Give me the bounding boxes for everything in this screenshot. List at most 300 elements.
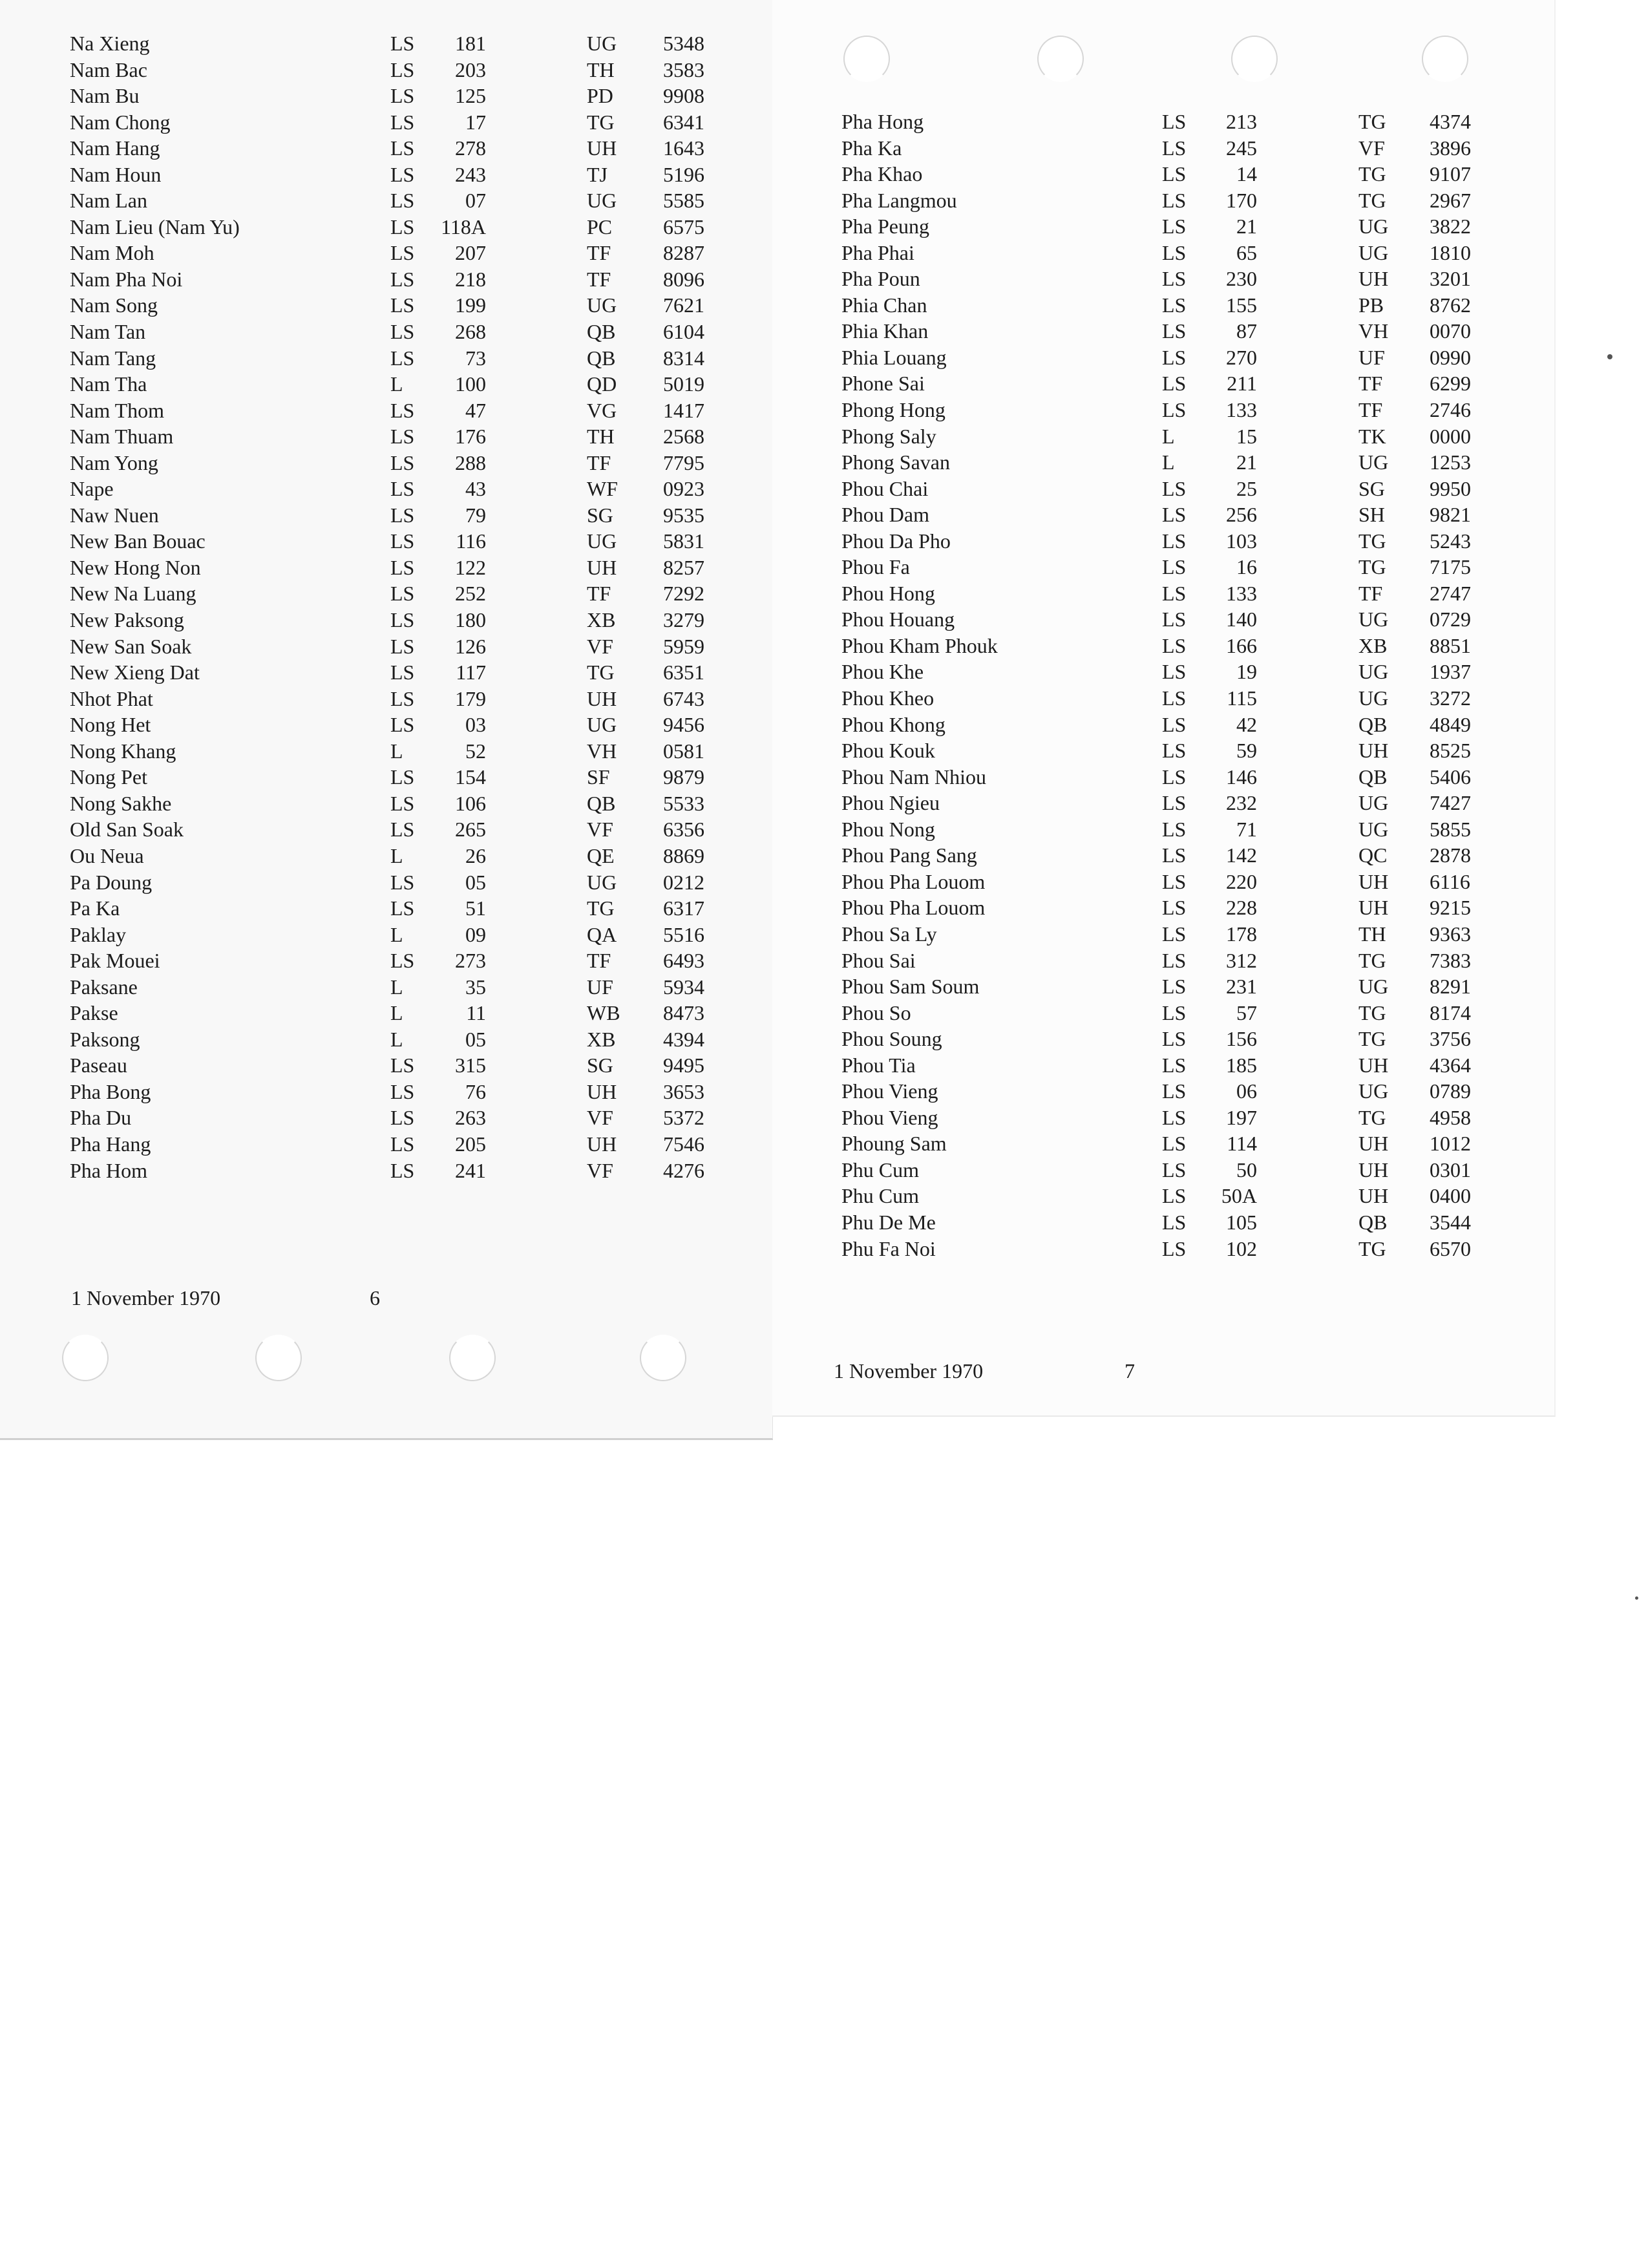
- grid-zone: UH: [587, 1079, 617, 1103]
- grid-coordinate: 6116: [1430, 869, 1470, 893]
- location-name: Nam Song: [70, 293, 158, 317]
- location-number: 17: [465, 110, 486, 134]
- location-name: Paksong: [70, 1027, 140, 1051]
- grid-coordinate: 5372: [663, 1106, 704, 1130]
- table-row: [0, 1131, 772, 1158]
- right-page: [772, 0, 1556, 1417]
- table-row: [772, 1130, 1554, 1157]
- location-name: Phou Dam: [841, 503, 929, 527]
- location-name: Pha Peung: [841, 215, 929, 238]
- table-row: [0, 922, 772, 948]
- grid-coordinate: 9908: [663, 84, 704, 108]
- location-number: 51: [465, 896, 486, 920]
- grid-coordinate: 3272: [1430, 686, 1471, 710]
- location-number: 263: [455, 1106, 486, 1130]
- grid-zone: VF: [587, 818, 613, 842]
- location-number: 241: [455, 1158, 486, 1182]
- grid-coordinate: 0923: [663, 477, 704, 501]
- location-type: LS: [390, 189, 415, 213]
- grid-zone: TH: [587, 425, 615, 449]
- location-number: 105: [1226, 1210, 1257, 1234]
- grid-zone: VF: [587, 1106, 613, 1130]
- table-row: [0, 633, 772, 660]
- table-row: [772, 423, 1554, 450]
- location-number: 117: [456, 661, 486, 684]
- punch-hole: [62, 1335, 109, 1381]
- location-type: LS: [1162, 240, 1187, 264]
- location-type: LS: [390, 84, 415, 108]
- location-name: Phou Kheo: [841, 686, 935, 710]
- location-type: LS: [390, 1054, 415, 1077]
- location-type: LS: [390, 1158, 415, 1182]
- location-name: Paklay: [70, 922, 127, 946]
- grid-coordinate: 4364: [1430, 1053, 1471, 1077]
- grid-zone: VF: [587, 1158, 613, 1182]
- location-name: New Na Luang: [70, 582, 196, 606]
- table-row: [0, 1158, 772, 1184]
- grid-zone: UH: [587, 686, 617, 710]
- location-number: 25: [1236, 476, 1257, 500]
- table-row: [772, 1236, 1554, 1262]
- location-type: LS: [390, 215, 415, 238]
- grid-coordinate: 6356: [663, 818, 704, 842]
- location-name: Pha Hom: [70, 1158, 147, 1182]
- location-number: 65: [1236, 240, 1257, 264]
- grid-zone: TG: [1358, 948, 1386, 972]
- grid-zone: TG: [1358, 555, 1386, 579]
- grid-coordinate: 7175: [1430, 555, 1471, 579]
- location-name: Nam Pha Noi: [70, 267, 183, 291]
- grid-zone: UH: [1358, 739, 1389, 763]
- location-number: 133: [1226, 398, 1257, 422]
- grid-zone: QE: [587, 843, 615, 867]
- location-type: LS: [1162, 765, 1187, 789]
- table-row: [772, 109, 1554, 135]
- location-type: LS: [390, 765, 415, 789]
- location-type: LS: [1162, 162, 1187, 186]
- grid-zone: SH: [1358, 503, 1385, 527]
- location-number: 126: [455, 634, 486, 658]
- grid-coordinate: 5196: [663, 162, 704, 186]
- location-number: 142: [1226, 843, 1257, 867]
- grid-zone: UG: [587, 189, 617, 213]
- table-row: [772, 554, 1554, 580]
- location-number: 256: [1226, 503, 1257, 527]
- grid-coordinate: 8314: [663, 346, 704, 370]
- grid-coordinate: 9363: [1430, 922, 1471, 946]
- grid-coordinate: 7546: [663, 1132, 704, 1156]
- location-name: Pha Bong: [70, 1079, 151, 1103]
- table-row: [772, 161, 1554, 187]
- grid-zone: XB: [1358, 633, 1388, 657]
- location-number: 103: [1226, 529, 1257, 553]
- grid-zone: UH: [1358, 1158, 1389, 1182]
- location-name: Pha Hang: [70, 1132, 151, 1156]
- grid-zone: TF: [587, 241, 611, 265]
- location-type: L: [390, 922, 403, 946]
- location-number: 116: [456, 529, 486, 553]
- location-number: 125: [455, 84, 486, 108]
- location-number: 273: [455, 949, 486, 973]
- grid-coordinate: 5533: [663, 791, 704, 815]
- location-number: 178: [1226, 922, 1257, 946]
- location-name: Pakse: [70, 1001, 118, 1025]
- location-name: Nam Houn: [70, 162, 162, 186]
- grid-coordinate: 6341: [663, 110, 704, 134]
- grid-coordinate: 7795: [663, 450, 704, 474]
- grid-coordinate: 4374: [1430, 110, 1471, 133]
- location-name: New Paksong: [70, 608, 184, 632]
- table-row: [772, 1183, 1554, 1209]
- grid-zone: TG: [1358, 1027, 1386, 1051]
- grid-zone: UG: [1358, 686, 1389, 710]
- table-row: [772, 973, 1554, 1000]
- table-row: [772, 397, 1554, 423]
- table-row: [0, 816, 772, 843]
- location-type: L: [390, 372, 403, 396]
- location-name: Phu Cum: [841, 1158, 920, 1182]
- table-row: [0, 240, 772, 266]
- grid-coordinate: 8174: [1430, 1001, 1471, 1024]
- location-name: Paseau: [70, 1054, 127, 1077]
- location-name: Nhot Phat: [70, 686, 153, 710]
- location-number: 228: [1226, 896, 1257, 920]
- grid-zone: QB: [587, 320, 616, 344]
- location-number: 243: [455, 162, 486, 186]
- location-type: LS: [1162, 869, 1187, 893]
- grid-zone: UG: [587, 870, 617, 894]
- grid-zone: QB: [587, 346, 616, 370]
- grid-zone: TG: [587, 110, 615, 134]
- right-footer-date: 1 November 1970: [834, 1359, 984, 1383]
- grid-zone: SG: [1358, 476, 1385, 500]
- table-row: [772, 1078, 1554, 1105]
- grid-zone: PB: [1358, 293, 1384, 317]
- location-name: Phou Nong: [841, 817, 935, 841]
- location-type: LS: [1162, 817, 1187, 841]
- table-row: [0, 738, 772, 765]
- grid-zone: QB: [1358, 712, 1388, 736]
- location-type: LS: [390, 818, 415, 842]
- grid-coordinate: 0990: [1430, 345, 1471, 369]
- left-location-list: [0, 30, 772, 1183]
- location-name: Nam Hang: [70, 136, 160, 160]
- location-type: LS: [1162, 633, 1187, 657]
- location-name: Pa Doung: [70, 870, 153, 894]
- location-name: Pha Ka: [841, 136, 902, 160]
- location-number: 156: [1226, 1027, 1257, 1051]
- grid-coordinate: 6570: [1430, 1236, 1471, 1260]
- location-type: LS: [1162, 1105, 1187, 1129]
- location-type: LS: [1162, 948, 1187, 972]
- grid-coordinate: 8869: [663, 843, 704, 867]
- location-number: 52: [465, 739, 486, 763]
- grid-zone: TF: [587, 949, 611, 973]
- location-name: Phou Sai: [841, 948, 916, 972]
- location-number: 205: [455, 1132, 486, 1156]
- location-type: LS: [390, 634, 415, 658]
- location-number: 11: [466, 1001, 486, 1025]
- location-number: 207: [455, 241, 486, 265]
- grid-zone: QC: [1358, 843, 1388, 867]
- table-row: [0, 502, 772, 529]
- location-type: LS: [1162, 739, 1187, 763]
- location-type: LS: [1162, 791, 1187, 815]
- grid-coordinate: 1012: [1430, 1132, 1471, 1156]
- location-name: New San Soak: [70, 634, 192, 658]
- table-row: [0, 895, 772, 922]
- table-row: [0, 292, 772, 319]
- location-name: Phou Sam Soum: [841, 975, 980, 999]
- location-name: Phia Khan: [841, 319, 929, 343]
- table-row: [0, 659, 772, 686]
- grid-zone: VF: [1358, 136, 1385, 160]
- grid-coordinate: 6493: [663, 949, 704, 973]
- location-number: 180: [455, 608, 486, 632]
- location-name: Phou Nam Nhiou: [841, 765, 986, 789]
- location-number: 176: [455, 425, 486, 449]
- table-row: [772, 842, 1554, 869]
- location-number: 122: [455, 555, 486, 579]
- table-row: [772, 764, 1554, 790]
- location-number: 166: [1226, 633, 1257, 657]
- grid-coordinate: 4394: [663, 1027, 704, 1051]
- grid-coordinate: 3756: [1430, 1027, 1471, 1051]
- location-name: Phou Kouk: [841, 739, 935, 763]
- location-name: Na Xieng: [70, 32, 150, 55]
- location-type: LS: [1162, 372, 1187, 396]
- location-name: Phia Chan: [841, 293, 927, 317]
- grid-zone: UH: [1358, 896, 1389, 920]
- location-name: Naw Nuen: [70, 503, 159, 527]
- grid-coordinate: 5855: [1430, 817, 1471, 841]
- location-type: LS: [1162, 110, 1187, 133]
- table-row: [772, 370, 1554, 397]
- table-row: [0, 712, 772, 738]
- table-row: [0, 1026, 772, 1053]
- grid-zone: TG: [1358, 529, 1386, 553]
- location-number: 220: [1226, 869, 1257, 893]
- location-type: LS: [1162, 608, 1187, 631]
- location-name: Phou Soung: [841, 1027, 942, 1051]
- location-number: 43: [465, 477, 486, 501]
- grid-zone: UH: [1358, 1053, 1389, 1077]
- grid-coordinate: 4849: [1430, 712, 1471, 736]
- grid-zone: UG: [1358, 660, 1389, 684]
- table-row: [772, 737, 1554, 764]
- grid-zone: TH: [1358, 922, 1386, 946]
- grid-zone: PD: [587, 84, 613, 108]
- location-number: 106: [455, 791, 486, 815]
- location-name: Nape: [70, 477, 114, 501]
- location-type: LS: [1162, 1001, 1187, 1024]
- location-number: 146: [1226, 765, 1257, 789]
- location-name: Phou Pang Sang: [841, 843, 977, 867]
- grid-coordinate: 6317: [663, 896, 704, 920]
- grid-zone: QA: [587, 922, 617, 946]
- table-row: [0, 1105, 772, 1131]
- location-type: LS: [1162, 136, 1187, 160]
- location-name: Nam Moh: [70, 241, 154, 265]
- table-row: [0, 869, 772, 896]
- grid-zone: VF: [587, 634, 613, 658]
- location-number: 199: [455, 293, 486, 317]
- right-location-list: [772, 109, 1554, 1262]
- grid-zone: TG: [1358, 1105, 1386, 1129]
- right-page-number: 7: [1125, 1359, 1135, 1383]
- grid-zone: TG: [1358, 1001, 1386, 1024]
- grid-zone: UH: [587, 136, 617, 160]
- location-type: LS: [1162, 1132, 1187, 1156]
- location-number: 03: [465, 713, 486, 737]
- grid-coordinate: 9950: [1430, 476, 1471, 500]
- grid-coordinate: 7383: [1430, 948, 1471, 972]
- location-type: L: [390, 739, 403, 763]
- grid-zone: UG: [1358, 791, 1389, 815]
- grid-coordinate: 9879: [663, 765, 704, 789]
- table-row: [772, 187, 1554, 214]
- grid-zone: TF: [1358, 398, 1383, 422]
- location-name: Phu Fa Noi: [841, 1236, 936, 1260]
- grid-coordinate: 8525: [1430, 739, 1471, 763]
- location-type: LS: [1162, 476, 1187, 500]
- grid-coordinate: 3583: [663, 58, 704, 81]
- table-row: [772, 895, 1554, 921]
- location-type: LS: [390, 293, 415, 317]
- table-row: [0, 764, 772, 790]
- grid-zone: TF: [587, 267, 611, 291]
- location-number: 16: [1236, 555, 1257, 579]
- grid-coordinate: 5019: [663, 372, 704, 396]
- location-type: LS: [390, 791, 415, 815]
- grid-coordinate: 5959: [663, 634, 704, 658]
- grid-zone: VH: [1358, 319, 1389, 343]
- location-name: Phong Savan: [841, 450, 950, 474]
- grid-coordinate: 2746: [1430, 398, 1471, 422]
- location-number: 315: [455, 1054, 486, 1077]
- location-number: 100: [455, 372, 486, 396]
- table-row: [772, 240, 1554, 266]
- grid-coordinate: 0301: [1430, 1158, 1471, 1182]
- grid-zone: TH: [587, 58, 615, 81]
- location-type: LS: [390, 896, 415, 920]
- location-name: Ou Neua: [70, 843, 144, 867]
- location-name: Nong Khang: [70, 739, 176, 763]
- location-number: 185: [1226, 1053, 1257, 1077]
- grid-coordinate: 1937: [1430, 660, 1471, 684]
- grid-coordinate: 8257: [663, 555, 704, 579]
- location-number: 05: [465, 870, 486, 894]
- grid-zone: UG: [1358, 215, 1389, 238]
- location-number: 102: [1226, 1236, 1257, 1260]
- grid-zone: VH: [587, 739, 617, 763]
- location-type: LS: [1162, 1236, 1187, 1260]
- grid-zone: SG: [587, 1054, 613, 1077]
- location-number: 35: [465, 975, 486, 999]
- location-type: L: [1162, 450, 1175, 474]
- location-number: 47: [465, 398, 486, 422]
- location-number: 71: [1236, 817, 1257, 841]
- location-name: Phone Sai: [841, 372, 925, 396]
- grid-coordinate: 6104: [663, 320, 704, 344]
- location-name: New Hong Non: [70, 555, 201, 579]
- location-number: 115: [1227, 686, 1257, 710]
- location-name: Nam Lan: [70, 189, 147, 213]
- location-number: 59: [1236, 739, 1257, 763]
- location-type: LS: [390, 425, 415, 449]
- location-number: 06: [1236, 1079, 1257, 1103]
- location-name: Phou Khe: [841, 660, 924, 684]
- table-row: [772, 292, 1554, 319]
- grid-zone: PC: [587, 215, 613, 238]
- location-number: 07: [465, 189, 486, 213]
- location-name: Nong Pet: [70, 765, 147, 789]
- grid-zone: UG: [1358, 1079, 1389, 1103]
- grid-zone: UH: [1358, 869, 1389, 893]
- location-number: 118A: [441, 215, 486, 238]
- location-type: LS: [1162, 712, 1187, 736]
- location-type: LS: [390, 477, 415, 501]
- location-name: Pha Hong: [841, 110, 924, 133]
- location-number: 230: [1226, 267, 1257, 291]
- location-name: Nam Chong: [70, 110, 171, 134]
- location-number: 133: [1226, 581, 1257, 605]
- grid-zone: SF: [587, 765, 610, 789]
- grid-zone: XB: [587, 1027, 616, 1051]
- location-name: Pak Mouei: [70, 949, 160, 973]
- punch-hole: [1231, 36, 1278, 82]
- table-row: [0, 397, 772, 424]
- table-row: [772, 1209, 1554, 1236]
- location-type: LS: [390, 1106, 415, 1130]
- table-row: [0, 371, 772, 397]
- grid-coordinate: 9107: [1430, 162, 1471, 186]
- grid-coordinate: 6575: [663, 215, 704, 238]
- grid-zone: TF: [1358, 581, 1383, 605]
- grid-coordinate: 1253: [1430, 450, 1471, 474]
- location-type: LS: [390, 870, 415, 894]
- left-footer-date: 1 November 1970: [71, 1286, 221, 1309]
- grid-zone: TG: [1358, 188, 1386, 212]
- location-type: LS: [1162, 1210, 1187, 1234]
- punch-hole: [640, 1335, 686, 1381]
- table-row: [772, 344, 1554, 371]
- location-type: LS: [1162, 267, 1187, 291]
- grid-coordinate: 9821: [1430, 503, 1471, 527]
- location-name: Pha Poun: [841, 267, 920, 291]
- grid-coordinate: 6743: [663, 686, 704, 710]
- grid-coordinate: 8762: [1430, 293, 1471, 317]
- location-type: LS: [1162, 581, 1187, 605]
- location-type: LS: [1162, 660, 1187, 684]
- location-number: 181: [455, 32, 486, 55]
- grid-coordinate: 5934: [663, 975, 704, 999]
- grid-zone: TJ: [587, 162, 607, 186]
- grid-zone: TG: [1358, 1236, 1386, 1260]
- location-name: Nam Bac: [70, 58, 147, 81]
- location-name: Pha Khao: [841, 162, 923, 186]
- location-number: 170: [1226, 188, 1257, 212]
- location-number: 265: [455, 818, 486, 842]
- location-number: 15: [1236, 424, 1257, 448]
- location-name: Phu Cum: [841, 1184, 920, 1208]
- location-type: LS: [390, 267, 415, 291]
- location-type: LS: [1162, 1027, 1187, 1051]
- location-name: Phou Da Pho: [841, 529, 951, 553]
- grid-coordinate: 5585: [663, 189, 704, 213]
- table-row: [772, 633, 1554, 659]
- table-row: [0, 790, 772, 817]
